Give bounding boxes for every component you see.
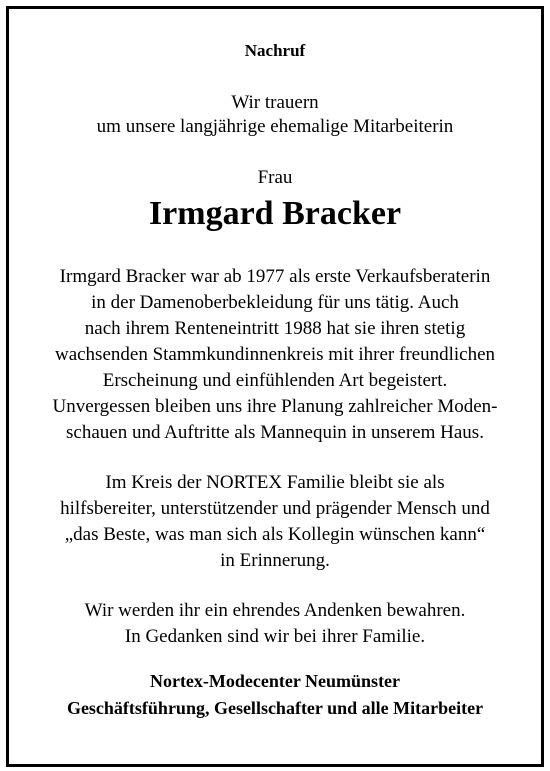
closing-paragraph	[9, 598, 541, 650]
notice-heading	[9, 40, 541, 62]
paragraph-line: nach ihrem Renteneintritt 1988 hat sie ihren stetig	[84, 318, 466, 339]
paragraph-line: hilfsbereiter, unterstützender und prägender Mensch und	[60, 498, 490, 519]
signature-block	[9, 668, 541, 722]
paragraph-line: schauen und Auftritte als Mannequin in unserem Haus.	[66, 422, 484, 443]
deceased-name	[9, 192, 541, 236]
name-text: Irmgard Bracker	[148, 195, 402, 232]
paragraph-line: Im Kreis der NORTEX Familie bleibt sie als	[105, 472, 445, 493]
paragraph-line: wachsenden Stammkundinnenkreis mit ihrer freundlichen	[54, 344, 496, 365]
paragraph-line: In Gedanken sind wir bei ihrer Familie.	[124, 626, 426, 647]
intro-line: Wir trauern	[231, 92, 319, 113]
salutation-text: Frau	[257, 167, 293, 188]
paragraph-line: „das Beste, was man sich als Kollegin wünschen kann“	[64, 524, 486, 545]
paragraph-line: in Erinnerung.	[220, 550, 330, 571]
paragraph-line: Wir werden ihr ein ehrendes Andenken bewahren.	[84, 600, 466, 621]
salutation	[9, 166, 541, 190]
obituary-frame	[6, 6, 544, 767]
intro-text	[9, 91, 541, 139]
biography-paragraph	[9, 264, 541, 446]
signature-company: Nortex-Modecenter Neumünster	[149, 671, 401, 691]
remembrance-paragraph	[9, 470, 541, 574]
paragraph-line: Unvergessen bleiben uns ihre Planung zahlreicher Moden-	[52, 396, 498, 417]
paragraph-line: Erscheinung und einfühlenden Art begeistert.	[102, 370, 448, 391]
intro-line: um unsere langjährige ehemalige Mitarbeiterin	[96, 116, 454, 137]
heading-text: Nachruf	[244, 41, 306, 60]
signature-management: Geschäftsführung, Gesellschafter und alle Mitarbeiter	[66, 698, 484, 718]
paragraph-line: in der Damenoberbekleidung für uns tätig. Auch	[91, 292, 459, 313]
paragraph-line: Irmgard Bracker war ab 1977 als erste Verkaufsberaterin	[59, 266, 491, 287]
